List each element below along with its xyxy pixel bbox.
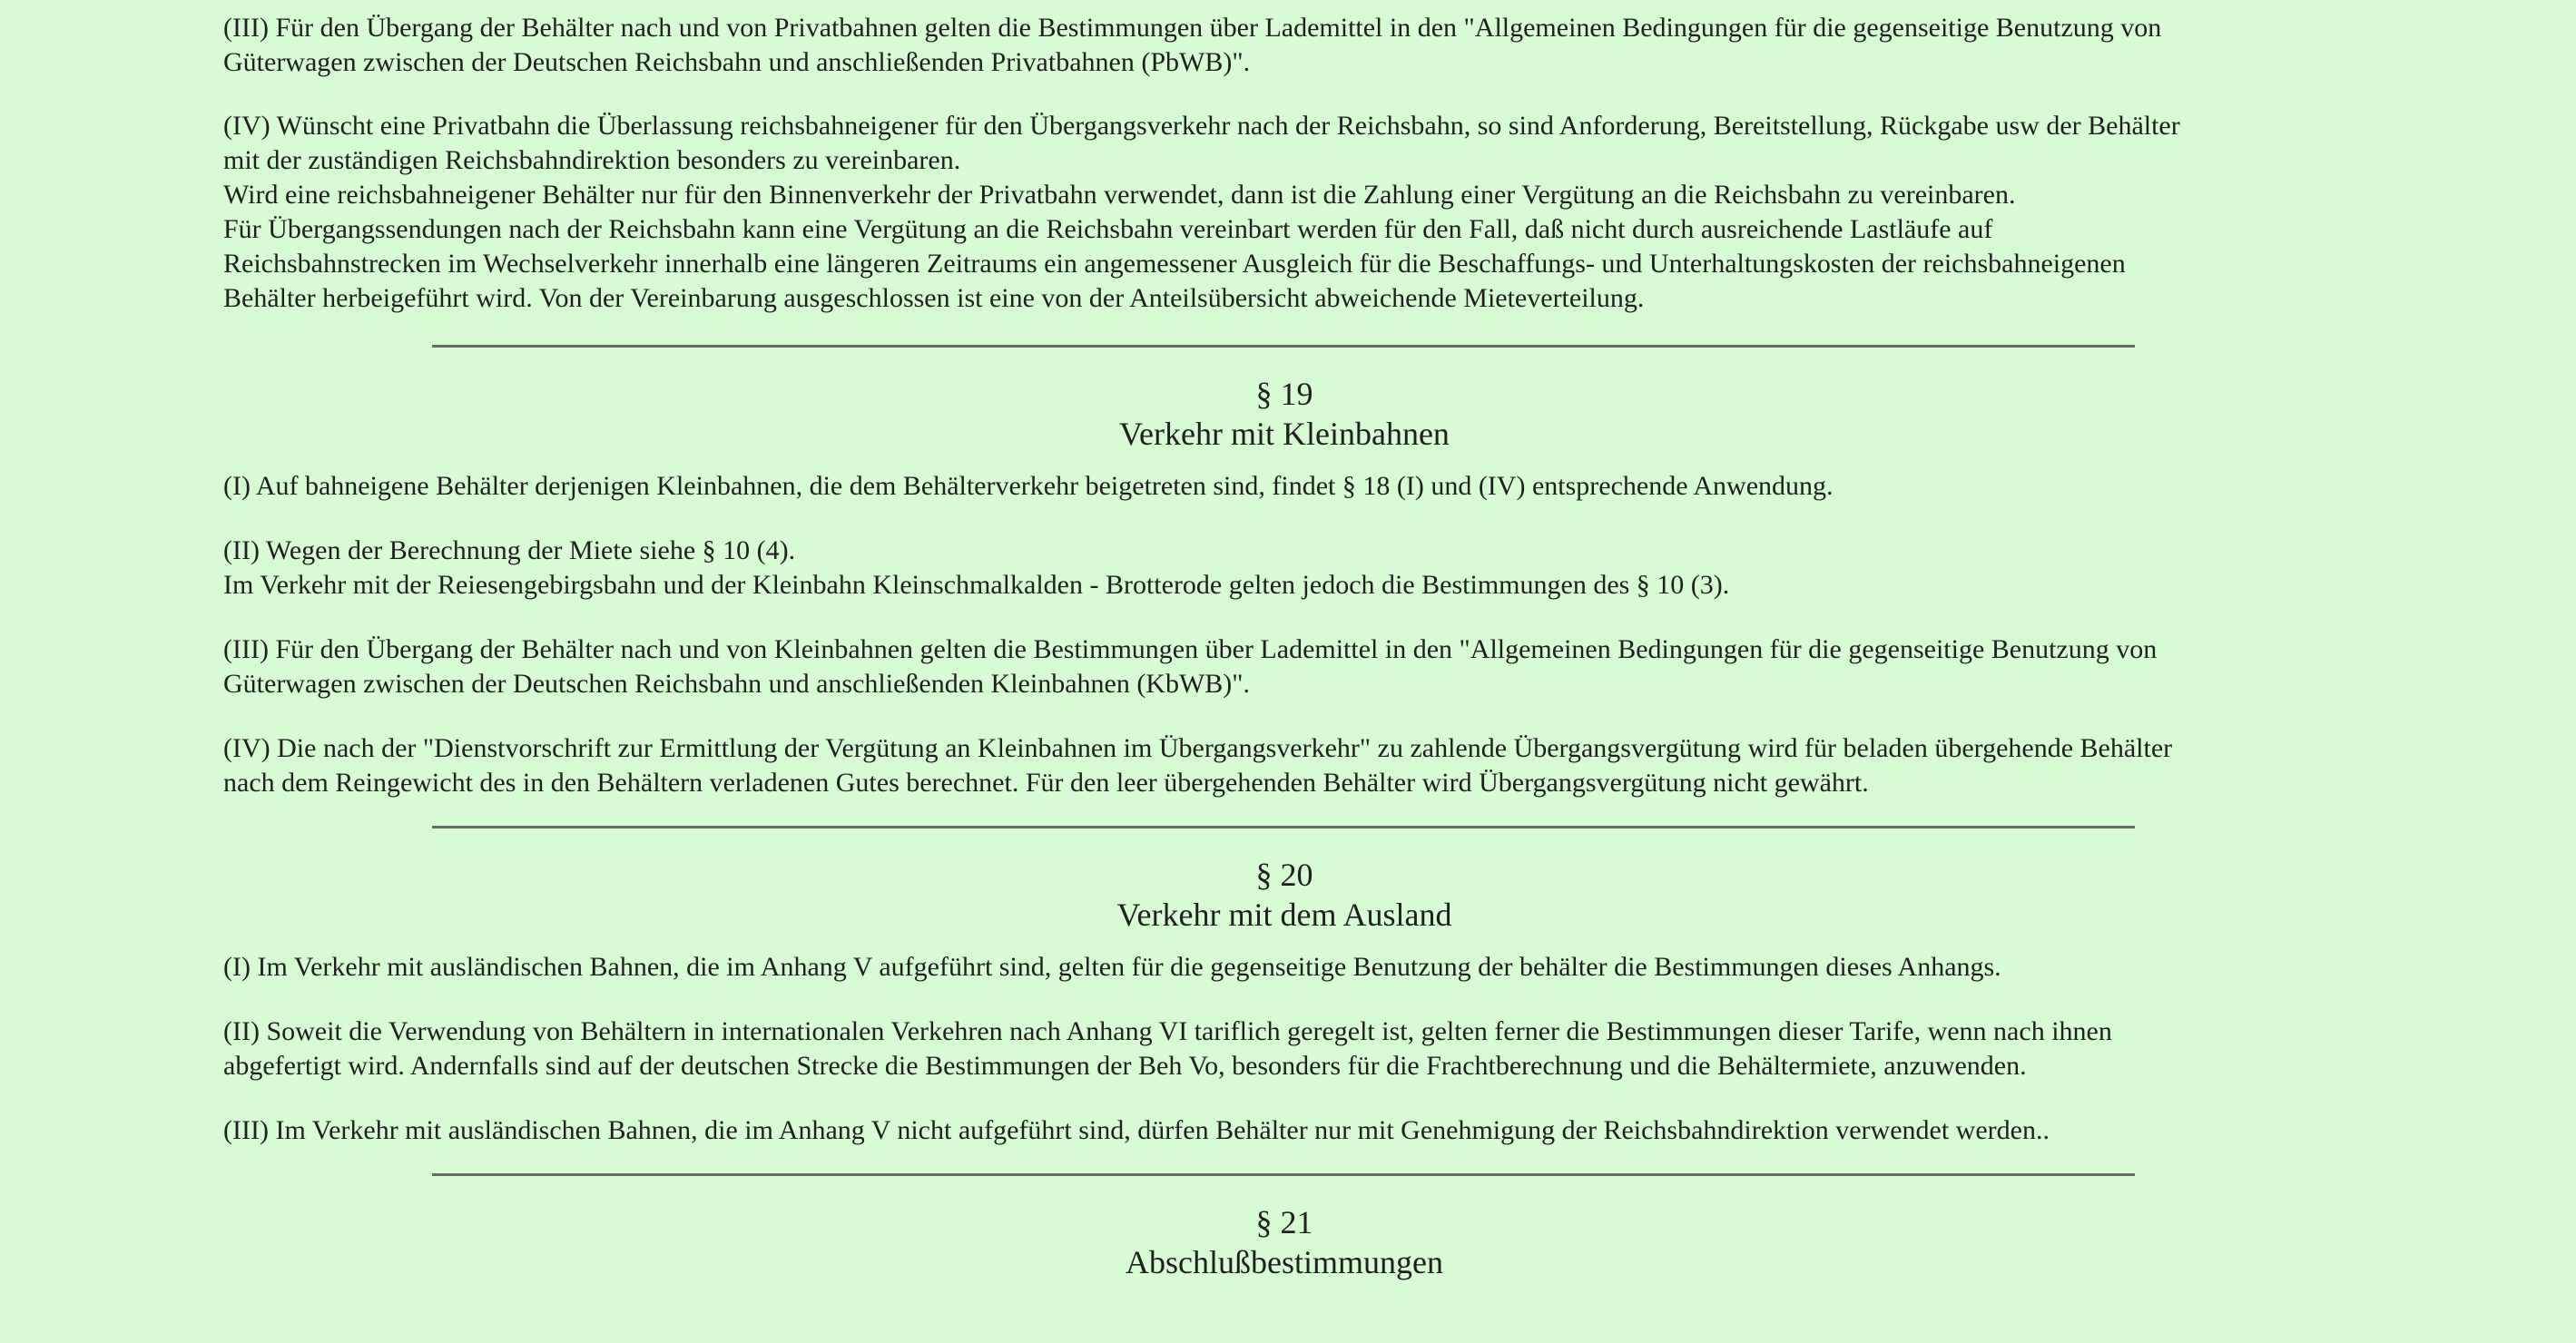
section-title: Abschlußbestimmungen: [1126, 1244, 1443, 1280]
section-20-heading: [223, 855, 2345, 935]
s20-paragraph-i: [223, 950, 2365, 985]
text-line: (II) Soweit die Verwendung von Behältern in internationalen Verkehren nach Anhang VI tariflich geregelt ist, gelten ferner die Bestimmungen dieser Tarife, wenn nach ihnen: [223, 1016, 2112, 1046]
s18-paragraph-iv: [223, 109, 2365, 316]
text-line: mit der zuständigen Reichsbahndirektion besonders zu vereinbaren.: [223, 145, 961, 175]
text-line: (IV) Die nach der "Dienstvorschrift zur Ermittlung der Vergütung an Kleinbahnen im Übergangsverkehr" zu zahlende Übergangsvergütung wird für beladen übergehende Behälter: [223, 733, 2173, 763]
section-number: § 21: [1255, 1204, 1313, 1240]
section-title: Verkehr mit Kleinbahnen: [1119, 416, 1450, 452]
section-21-heading: [223, 1202, 2345, 1282]
text-line: (III) Für den Übergang der Behälter nach und von Kleinbahnen gelten die Bestimmungen über Lademittel in den "Allgemeinen Bedingungen für die gegenseitige Benutzung von: [223, 634, 2158, 664]
text-line: Behälter herbeigeführt wird. Von der Vereinbarung ausgeschlossen ist eine von der Anteilsübersicht abweichende Mieteverteilung.: [223, 283, 1645, 313]
text-line: Güterwagen zwischen der Deutschen Reichsbahn und anschließenden Kleinbahnen (KbWB)".: [223, 669, 1251, 699]
text-line: (I) Auf bahneigene Behälter derjenigen Kleinbahnen, die dem Behälterverkehr beigetreten sind, findet § 18 (I) und (IV) entsprechende Anwendung.: [223, 471, 1834, 501]
text-line: Reichsbahnstrecken im Wechselverkehr innerhalb eine längeren Zeitraums ein angemessener Ausgleich für die Beschaffungs- und Unterhaltungskosten der reichsbahneigenen: [223, 249, 2126, 279]
section-title: Verkehr mit dem Ausland: [1116, 897, 1452, 933]
s19-paragraph-iii: [223, 632, 2365, 701]
s19-paragraph-ii: [223, 534, 2365, 603]
section-19-heading: [223, 374, 2345, 454]
text-line: Wird eine reichsbahneigener Behälter nur für den Binnenverkehr der Privatbahn verwendet, dann ist die Zahlung einer Vergütung an die Reichsbahn zu vereinbaren.: [223, 180, 2016, 210]
text-line: (II) Wegen der Berechnung der Miete siehe § 10 (4).: [223, 535, 796, 565]
text-line: Im Verkehr mit der Reiesengebirgsbahn und der Kleinbahn Kleinschmalkalden - Brotterode gelten jedoch die Bestimmungen des § 10 (3).: [223, 570, 1730, 600]
s20-paragraph-iii: [223, 1113, 2365, 1148]
text-line: (I) Im Verkehr mit ausländischen Bahnen, die im Anhang V aufgeführt sind, gelten für die gegenseitige Benutzung der behälter die Bestimmungen dieses Anhangs.: [223, 952, 2001, 982]
text-line: (III) Für den Übergang der Behälter nach und von Privatbahnen gelten die Bestimmungen über Lademittel in den "Allgemeinen Bedingungen für die gegenseitige Benutzung von: [223, 13, 2162, 43]
text-line: (III) Im Verkehr mit ausländischen Bahnen, die im Anhang V nicht aufgeführt sind, dürfen Behälter nur mit Genehmigung der Reichsbahndirektion verwendet werden..: [223, 1115, 2050, 1145]
s18-paragraph-iii: [223, 11, 2365, 80]
text-line: Güterwagen zwischen der Deutschen Reichsbahn und anschließenden Privatbahnen (PbWB)".: [223, 47, 1251, 77]
s20-paragraph-ii: [223, 1015, 2365, 1083]
s19-paragraph-iv: [223, 731, 2365, 800]
section-number: § 19: [1255, 376, 1313, 412]
s19-paragraph-i: [223, 469, 2365, 504]
section-number: § 20: [1255, 857, 1313, 893]
text-line: (IV) Wünscht eine Privatbahn die Überlassung reichsbahneigener für den Übergangsverkehr nach der Reichsbahn, so sind Anforderung, Bereitstellung, Rückgabe usw der Behälter: [223, 111, 2180, 141]
text-line: nach dem Reingewicht des in den Behältern verladenen Gutes berechnet. Für den leer übergehenden Behälter wird Übergangsvergütung nicht gewährt.: [223, 768, 1869, 798]
text-line: Für Übergangssendungen nach der Reichsbahn kann eine Vergütung an die Reichsbahn vereinbart werden für den Fall, daß nicht durch ausreichende Lastläufe auf: [223, 214, 1993, 244]
text-line: abgefertigt wird. Andernfalls sind auf der deutschen Strecke die Bestimmungen der Beh Vo, besonders für die Frachtberechnung und die Behältermiete, anzuwenden.: [223, 1051, 2027, 1081]
document-content: [223, 11, 2365, 1282]
